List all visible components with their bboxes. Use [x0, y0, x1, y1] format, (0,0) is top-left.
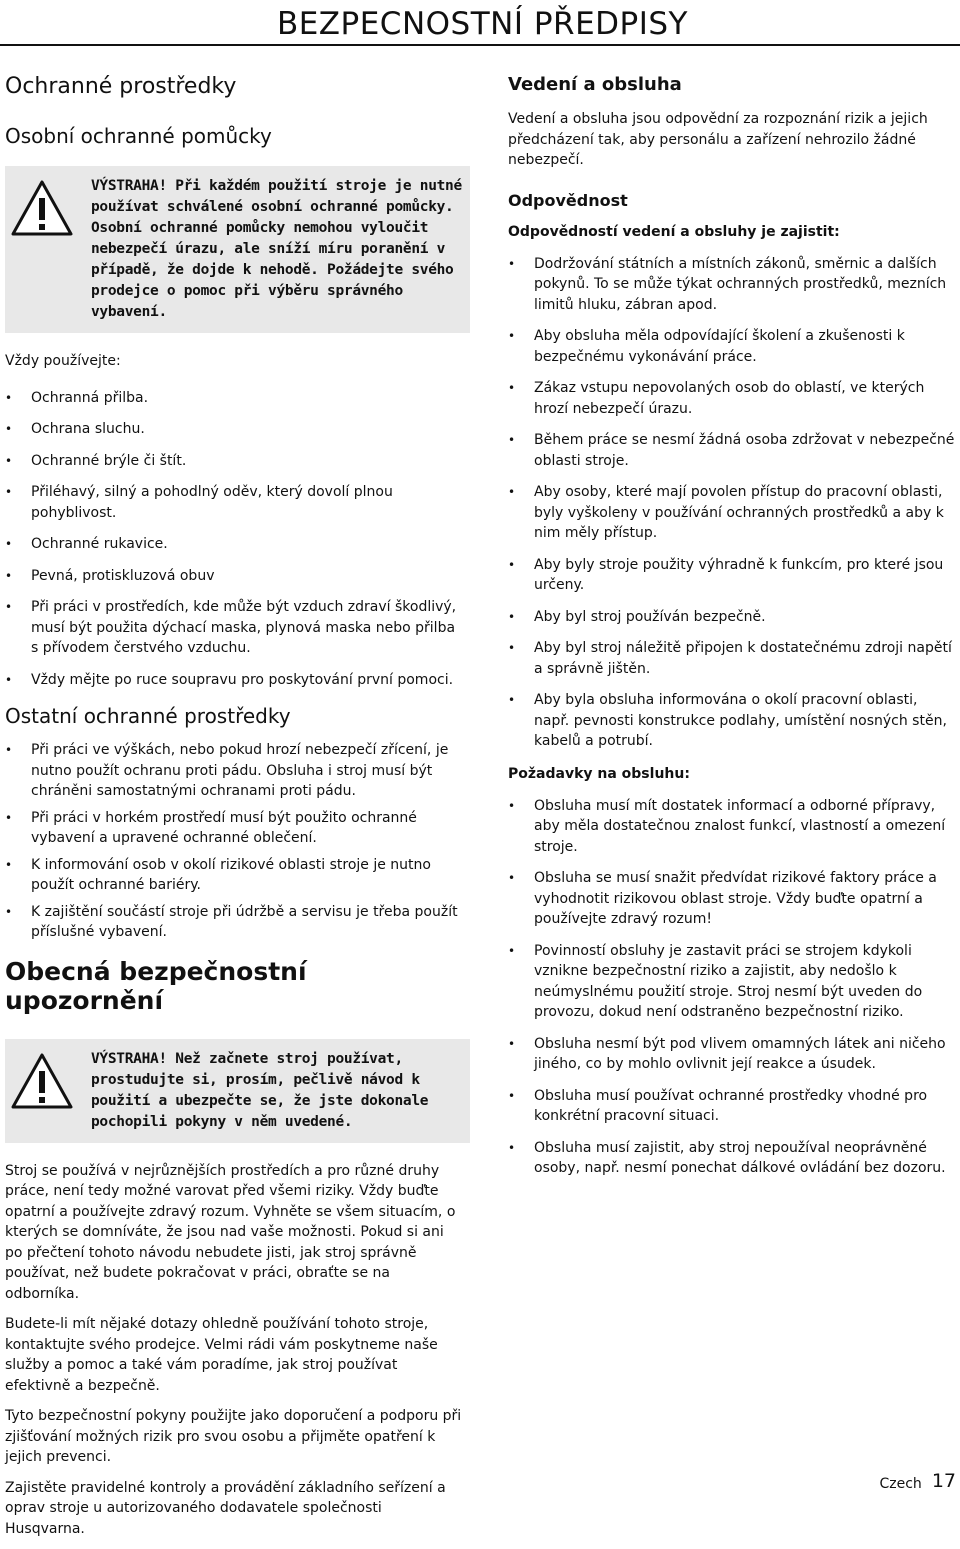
- list-item: • Ochranná přilba.: [5, 388, 465, 409]
- responsibility-heading: Odpovědností vedení a obsluhy je zajistit:: [508, 223, 840, 240]
- warning-triangle-icon: [11, 176, 83, 323]
- other-protection-list: [5, 740, 465, 943]
- list-item: • Aby osoby, které mají povolen přístup do pracovní oblasti, byly vyškoleny v používání ochranných prostředků a aby k nim měly přístup.: [508, 482, 956, 544]
- paragraph: Stroj se používá v nejrůznějších prostředích a pro různé druhy práce, není tedy možné varovat před všemi riziky. Vždy buďte opatrní a používejte zdravý rozum. Vyhněte se všem situacím, o kterých se domníváte, že jsou nad vaše možnosti. Pokud si ani po přečtení tohoto návodu nebudete jisti, jak stroj správně používat, než budete pokračovat v práci, obraťte se na odborníka.: [5, 1162, 456, 1302]
- list-item: • Obsluha nesmí být pod vlivem omamných látek ani ničeho jiného, co by mohlo ovlivnit její reakce a úsudek.: [508, 1034, 956, 1075]
- heading-vedeni: Vedení a obsluha: [508, 74, 682, 95]
- list-item: • Pevná, protiskluzová obuv: [5, 566, 465, 587]
- paragraph: Tyto bezpečnostní pokyny použijte jako doporučení a podporu při zjišťování možných rizik pro svou osobu a přijměte opatření k jejich prevenci.: [5, 1408, 462, 1466]
- list-item: • Při práci v horkém prostředí musí být použito ochranné vybavení a upravené ochranné oblečení.: [5, 808, 465, 849]
- page-number: 17: [931, 1470, 956, 1492]
- list-item: • Aby byl stroj používán bezpečně.: [508, 607, 956, 628]
- warning-triangle-icon: [11, 1049, 83, 1133]
- list-item: • Aby byl stroj náležitě připojen k dostatečnému zdroji napětí a správně jištěn.: [508, 638, 956, 679]
- heading-ochranne-prostredky: Ochranné prostředky: [5, 74, 237, 99]
- requirements-heading: Požadavky na obsluhu:: [508, 765, 690, 782]
- list-item: • Ochranné rukavice.: [5, 534, 465, 555]
- list-item: • Povinností obsluhy je zastavit práci se strojem kdykoli vznikne bezpečnostní riziko a zajistit, aby nedošlo k neúmyslnému použití stroje. Stroj nesmí být uveden do provozu, dokud není odstraněno bezpečnostní riziko.: [508, 941, 956, 1023]
- list-item: • Vždy mějte po ruce soupravu pro poskytování první pomoci.: [5, 670, 465, 691]
- list-item: • Aby byla obsluha informována o okolí pracovní oblasti, např. pevnosti konstrukce podlahy, umístění nosných stěn, kabelů a potrubí.: [508, 690, 956, 752]
- list-item: • Při práci v prostředích, kde může být vzduch zdraví škodlivý, musí být použita dýchací maska, plynová maska nebo přilba s přívodem čerstvého vzduchu.: [5, 597, 465, 659]
- page-title: BEZPECNOSTNÍ PŘEDPISY: [276, 6, 688, 42]
- always-use-label: Vždy používejte:: [5, 353, 121, 370]
- list-item: • Obsluha musí používat ochranné prostředky vhodné pro konkrétní pracovní situaci.: [508, 1086, 956, 1127]
- list-item: • K zajištění součástí stroje při údržbě a servisu je třeba použít příslušné vybavení.: [5, 902, 465, 943]
- list-item: • Ochranné brýle či štít.: [5, 451, 465, 472]
- list-item: • Přiléhavý, silný a pohodlný oděv, který dovolí plnou pohyblivost.: [5, 482, 465, 523]
- right-column: [508, 74, 956, 1193]
- warning-box-ppe: [5, 166, 470, 333]
- footer-language: Czech: [879, 1476, 922, 1492]
- ppe-list: [5, 388, 465, 691]
- list-item: • Při práci ve výškách, nebo pokud hrozí nebezpečí zřícení, je nutno použít ochranu proti pádu. Obsluha i stroj musí být chráněni samostatnými ochranami proti pádu.: [5, 740, 465, 802]
- title-rule: [0, 44, 960, 46]
- warning-box-general: [5, 1039, 470, 1143]
- heading-ostatni: Ostatní ochranné prostředky: [5, 704, 291, 729]
- left-column: [5, 74, 465, 1549]
- list-item: • Aby byly stroje použity výhradně k funkcím, pro které jsou určeny.: [508, 555, 956, 596]
- list-item: • Obsluha musí mít dostatek informací a odborné přípravy, aby měla dostatečnou znalost funkcí, vlastností a omezení stroje.: [508, 796, 956, 858]
- list-item: • Ochrana sluchu.: [5, 419, 465, 440]
- responsibility-list: [508, 254, 956, 752]
- list-item: • K informování osob v okolí rizikové oblasti stroje je nutno použít ochranné bariéry.: [5, 855, 465, 896]
- list-item: • Obsluha se musí snažit předvídat rizikové faktory práce a vyhodnotit rizikovou oblast stroje. Vždy buďte opatrní a používejte zdravý rozum!: [508, 868, 956, 930]
- heading-odpovednost: Odpovědnost: [508, 190, 628, 210]
- list-item: • Zákaz vstupu nepovolaných osob do oblastí, ve kterých hrozí nebezpečí úrazu.: [508, 378, 956, 419]
- heading-osobni-pomucky: Osobní ochranné pomůcky: [5, 124, 272, 149]
- paragraph: Zajistěte pravidelné kontroly a provádění základního seřízení a oprav stroje u autorizovaného dodavatele společnosti Husqvarna.: [5, 1479, 446, 1537]
- list-item: • Aby obsluha měla odpovídající školení a zkušenosti k bezpečnému vykonávání práce.: [508, 326, 956, 367]
- warning-text-ppe: VÝSTRAHA! Při každém použití stroje je nutné používat schválené osobní ochranné pomůcky. Osobní ochranné pomůcky nemohou vyloučit nebezpečí úrazu, ale sníží míru poranění v případě, že dojde k nehodě. Požádejte svého prodejce o pomoc při výběru správného vybavení.: [91, 178, 462, 321]
- page-footer: [880, 1468, 957, 1498]
- heading-obecna: Obecná bezpečnostní upozornění: [5, 956, 307, 1015]
- requirements-list: [508, 796, 956, 1179]
- list-item: • Obsluha musí zajistit, aby stroj nepoužíval neoprávněné osoby, např. nesmí ponechat dálkové ovládání bez dozoru.: [508, 1138, 956, 1179]
- list-item: • Dodržování státních a místních zákonů, směrnic a dalších pokynů. To se může týkat ochranných prostředků, mezních limitů hluku, zábran apod.: [508, 254, 956, 316]
- intro-paragraph: Vedení a obsluha jsou odpovědní za rozpoznání rizik a jejich předcházení tak, aby personálu a zařízení nehrozilo žádné nebezpečí.: [508, 111, 928, 168]
- warning-text-general: VÝSTRAHA! Než začnete stroj používat, prostudujte si, prosím, pečlivě návod k použití a ubezpečte se, že jste dokonale pochopili pokyny v něm uvedené.: [91, 1050, 429, 1130]
- paragraph: Budete-li mít nějaké dotazy ohledně používání tohoto stroje, kontaktujte svého prodejce. Velmi rádi vám poskytneme naše služby a pomoc a také vám poradíme, jak stroj používat efektivně a bezpečně.: [5, 1316, 438, 1394]
- list-item: • Během práce se nesmí žádná osoba zdržovat v nebezpečné oblasti stroje.: [508, 430, 956, 471]
